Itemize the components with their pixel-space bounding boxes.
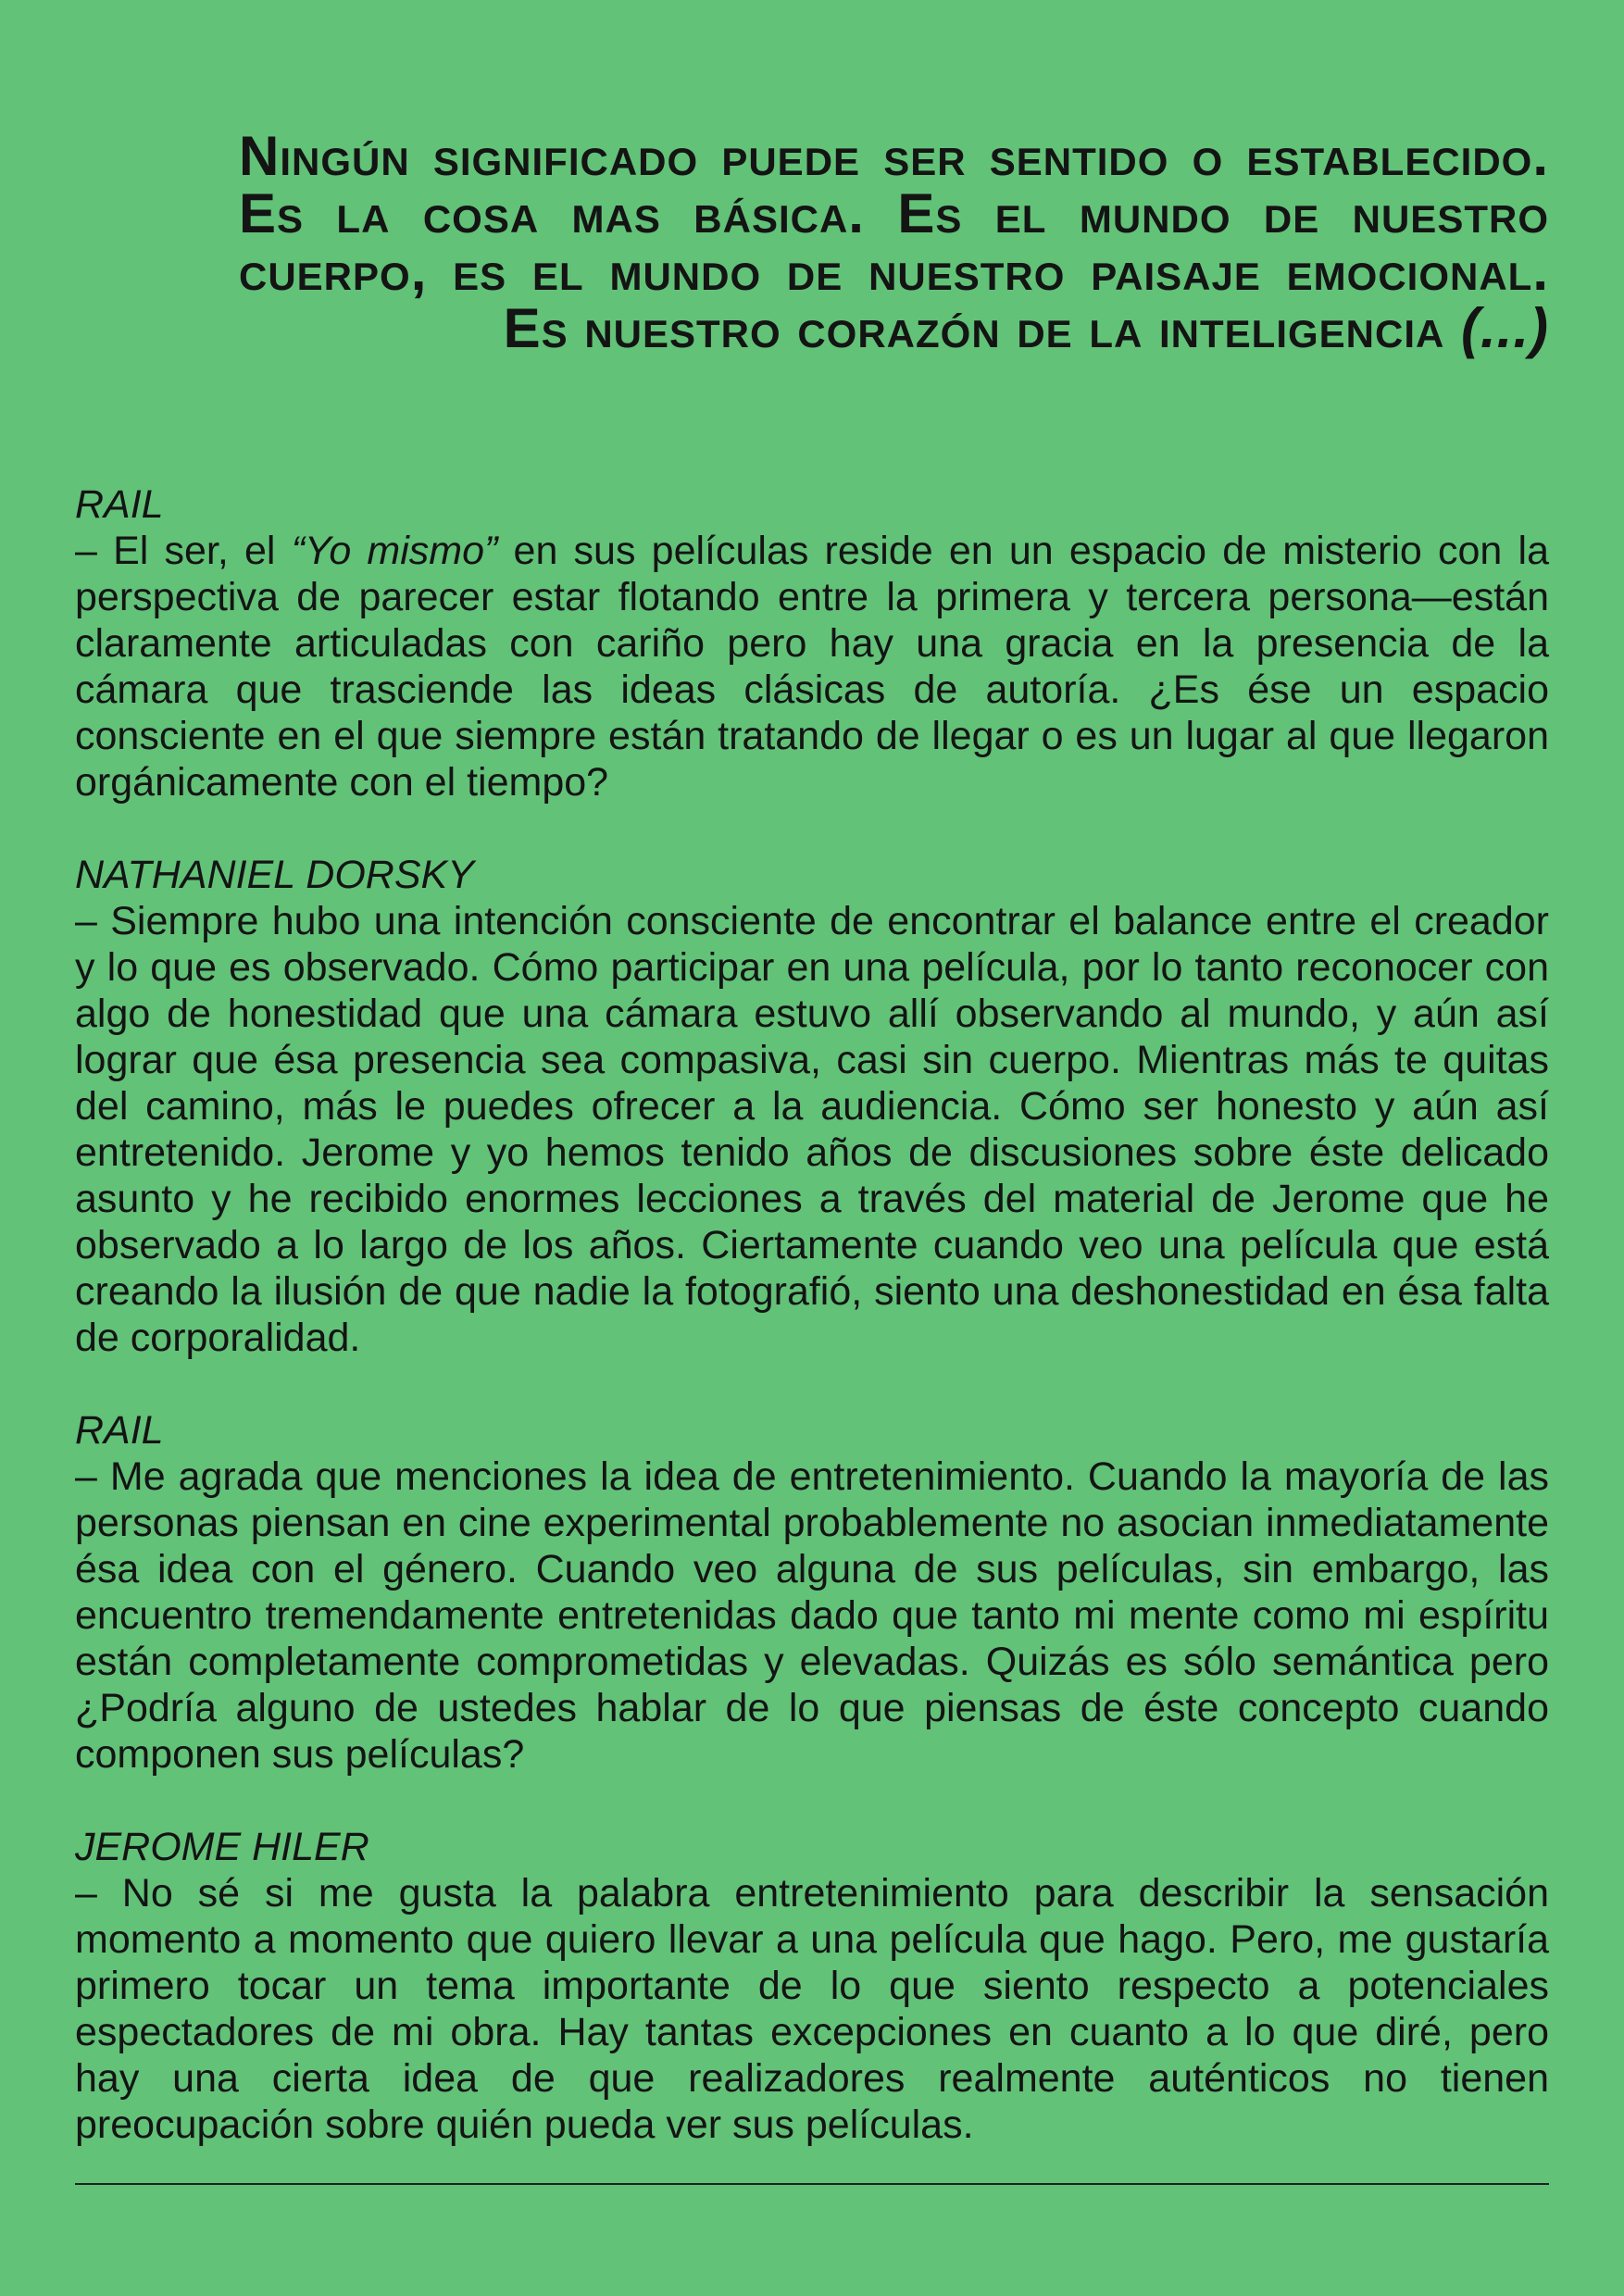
interview-exchange	[75, 852, 1549, 1361]
speech-text-part: – El ser, el	[75, 529, 292, 573]
speech-text: – Me agrada que menciones la idea de entretenimiento. Cuando la mayoría de las personas piensan en cine experimental probablemente no asocian inmediatamente ésa idea con el género. Cuando veo alguna de sus películas, sin embargo, las encuentro tremendamente entretenidas dado que tanto mi mente como mi espíritu están completamente comprometidas y elevadas. Quizás es sólo semántica pero ¿Podría alguno de ustedes hablar de lo que piensas de éste concepto cuando componen sus películas?	[75, 1454, 1549, 1777]
speech-text	[75, 528, 1549, 805]
pull-quote	[239, 125, 1549, 359]
speaker-name: JEROME HILER	[75, 1825, 369, 1869]
pull-quote-text: Ningún significado puede ser sentido o establecido. Es la cosa mas básica. Es el mundo de nuestro cuerpo, es el mundo de nuestro paisaje emocional. Es nuestro corazón de la inteligencia	[239, 125, 1549, 359]
speech-text: – No sé si me gusta la palabra entretenimiento para describir la sensación momento a momento que quiero llevar a una película que hago. Pero, me gustaría primero tocar un tema importante de lo que siento respecto a potenciales espectadores de mi obra. Hay tantas excepciones en cuanto a lo que diré, pero hay una cierta idea de que realizadores realmente auténticos no tienen preocupación sobre quién pueda ver sus películas.	[75, 1871, 1549, 2147]
speaker-name: RAIL	[75, 1408, 164, 1453]
interview-body	[75, 481, 1549, 2194]
speech-emphasis: “Yo mismo”	[291, 529, 498, 573]
speaker-name: RAIL	[75, 482, 164, 527]
footer-rule	[75, 2183, 1549, 2185]
speech-text: – Siempre hubo una intención consciente de encontrar el balance entre el creador y lo que es observado. Cómo participar en una película, por lo tanto reconocer con algo de honestidad que una cámara estuvo allí observando al mundo, y aún así lograr que ésa presencia sea compasiva, casi sin cuerpo. Mientras más te quitas del camino, más le puedes ofrecer a la audiencia. Cómo ser honesto y aún así entretenido. Jerome y yo hemos tenido años de discusiones sobre éste delicado asunto y he recibido enormes lecciones a través del material de Jerome que he observado a lo largo de los años. Ciertamente cuando veo una película que está creando la ilusión de que nadie la fotografió, siento una deshonestidad en ésa falta de corporalidad.	[75, 899, 1549, 1360]
interview-exchange	[75, 1407, 1549, 1778]
speech-text-part: en sus películas reside en un espacio de misterio con la perspectiva de parecer estar flotando entre la primera y tercera persona—están claramente articuladas con cariño pero hay una gracia en la presencia de la cámara que trasciende las ideas clásicas de autoría. ¿Es ése un espacio consciente en el que siempre están tratando de llegar o es un lugar al que llegaron orgánicamente con el tiempo?	[75, 529, 1549, 805]
pull-quote-ellipsis: (...)	[1461, 297, 1549, 359]
interview-exchange	[75, 481, 1549, 805]
interview-exchange	[75, 1824, 1549, 2148]
speaker-name: NATHANIEL DORSKY	[75, 853, 474, 897]
